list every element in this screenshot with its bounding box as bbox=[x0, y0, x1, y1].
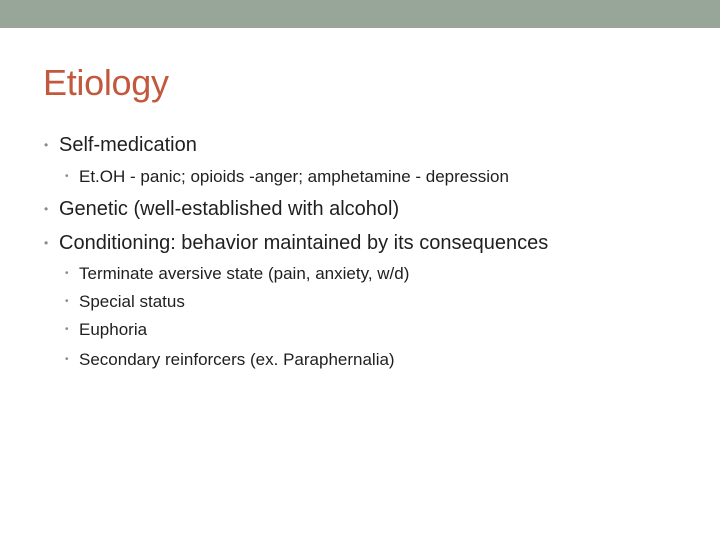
bullet-text: Terminate aversive state (pain, anxiety, w/d) bbox=[79, 264, 410, 283]
bullet-item bbox=[65, 320, 148, 340]
bullet-item bbox=[44, 133, 197, 157]
bullet-dot-icon: • bbox=[44, 236, 49, 250]
bullet-text: Secondary reinforcers (ex. Paraphernalia) bbox=[79, 350, 395, 369]
bullet-text: Special status bbox=[79, 292, 185, 311]
bullet-dot-icon: • bbox=[44, 138, 49, 152]
bullet-text: Euphoria bbox=[79, 320, 148, 339]
bullet-item bbox=[65, 292, 185, 312]
bullet-dot-icon: • bbox=[65, 324, 69, 335]
bullet-item bbox=[44, 197, 400, 221]
bullet-text: Genetic (well-established with alcohol) bbox=[59, 198, 400, 220]
bullet-text: Self-medication bbox=[59, 134, 197, 156]
slide-title: Etiology bbox=[43, 62, 169, 103]
bullet-item bbox=[65, 264, 410, 284]
bullet-item bbox=[65, 350, 395, 370]
bullet-dot-icon: • bbox=[65, 296, 69, 307]
bullet-dot-icon: • bbox=[65, 354, 69, 365]
bullet-item bbox=[44, 231, 549, 255]
bullet-dot-icon: • bbox=[44, 202, 49, 216]
bullet-item bbox=[65, 167, 509, 187]
bullet-text: Et.OH - panic; opioids -anger; amphetamine - depression bbox=[79, 167, 509, 186]
bullet-text: Conditioning: behavior maintained by its consequences bbox=[59, 232, 549, 254]
bullet-dot-icon: • bbox=[65, 171, 69, 182]
bullet-dot-icon: • bbox=[65, 268, 69, 279]
